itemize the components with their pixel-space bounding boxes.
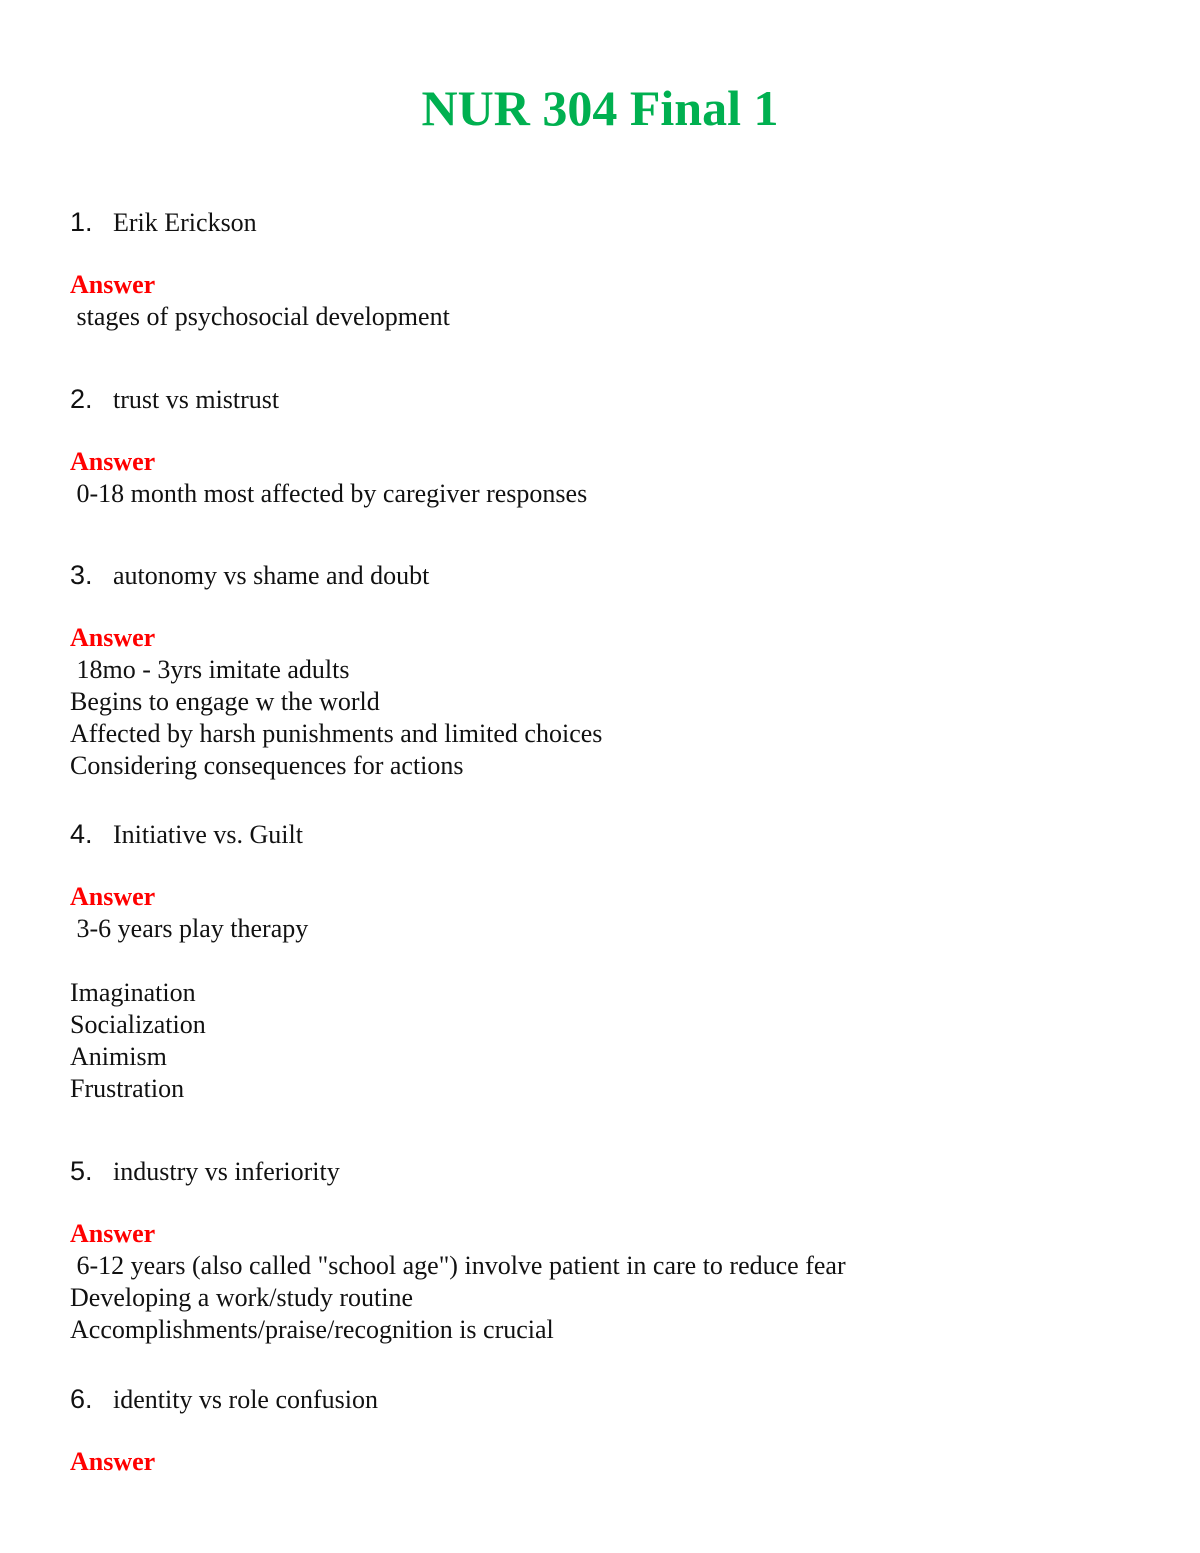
answer-label: Answer	[70, 270, 156, 299]
blank-line	[70, 945, 1150, 977]
question-number: 1.	[70, 207, 93, 237]
question-text: Initiative vs. Guilt	[113, 820, 303, 849]
qa-item-4	[70, 818, 1150, 1105]
answer-line: 0-18 month most affected by caregiver responses	[70, 479, 588, 508]
answer-label: Answer	[70, 447, 156, 476]
qa-item-5	[70, 1155, 1150, 1346]
question-3	[70, 559, 1150, 592]
answer-label: Answer	[70, 1219, 156, 1248]
answer-line: 6-12 years (also called "school age") involve patient in care to reduce fear	[70, 1251, 846, 1280]
page-title: NUR 304 Final 1	[421, 80, 779, 136]
question-2	[70, 383, 1150, 416]
qa-item-6	[70, 1383, 1150, 1478]
question-text: Erik Erickson	[113, 208, 257, 237]
question-text: industry vs inferiority	[113, 1157, 340, 1186]
answer-line: Accomplishments/praise/recognition is crucial	[70, 1315, 554, 1344]
answer-line: 3-6 years play therapy	[70, 914, 309, 943]
answer-line: Animism	[70, 1042, 167, 1071]
answer-line: Socialization	[70, 1010, 206, 1039]
answer-line: Developing a work/study routine	[70, 1283, 413, 1312]
answer-line: 18mo - 3yrs imitate adults	[70, 655, 350, 684]
question-1	[70, 206, 1150, 239]
answer-line: Imagination	[70, 978, 196, 1007]
question-4	[70, 818, 1150, 851]
question-number: 5.	[70, 1156, 93, 1186]
question-6	[70, 1383, 1150, 1416]
question-5	[70, 1155, 1150, 1188]
answer-line: Frustration	[70, 1074, 185, 1103]
answer-label: Answer	[70, 623, 156, 652]
question-text: trust vs mistrust	[113, 385, 280, 414]
answer-line: Affected by harsh punishments and limited choices	[70, 719, 603, 748]
question-text: identity vs role confusion	[113, 1385, 379, 1414]
qa-item-2	[70, 383, 1150, 510]
question-number: 6.	[70, 1384, 93, 1414]
question-number: 3.	[70, 560, 93, 590]
answer-line: Considering consequences for actions	[70, 751, 464, 780]
answer-line: stages of psychosocial development	[70, 302, 450, 331]
question-number: 4.	[70, 819, 93, 849]
question-number: 2.	[70, 384, 93, 414]
answer-label: Answer	[70, 1447, 156, 1476]
answer-line: Begins to engage w the world	[70, 687, 380, 716]
question-text: autonomy vs shame and doubt	[113, 561, 430, 590]
qa-item-3	[70, 559, 1150, 782]
qa-item-1	[70, 206, 1150, 333]
answer-label: Answer	[70, 882, 156, 911]
